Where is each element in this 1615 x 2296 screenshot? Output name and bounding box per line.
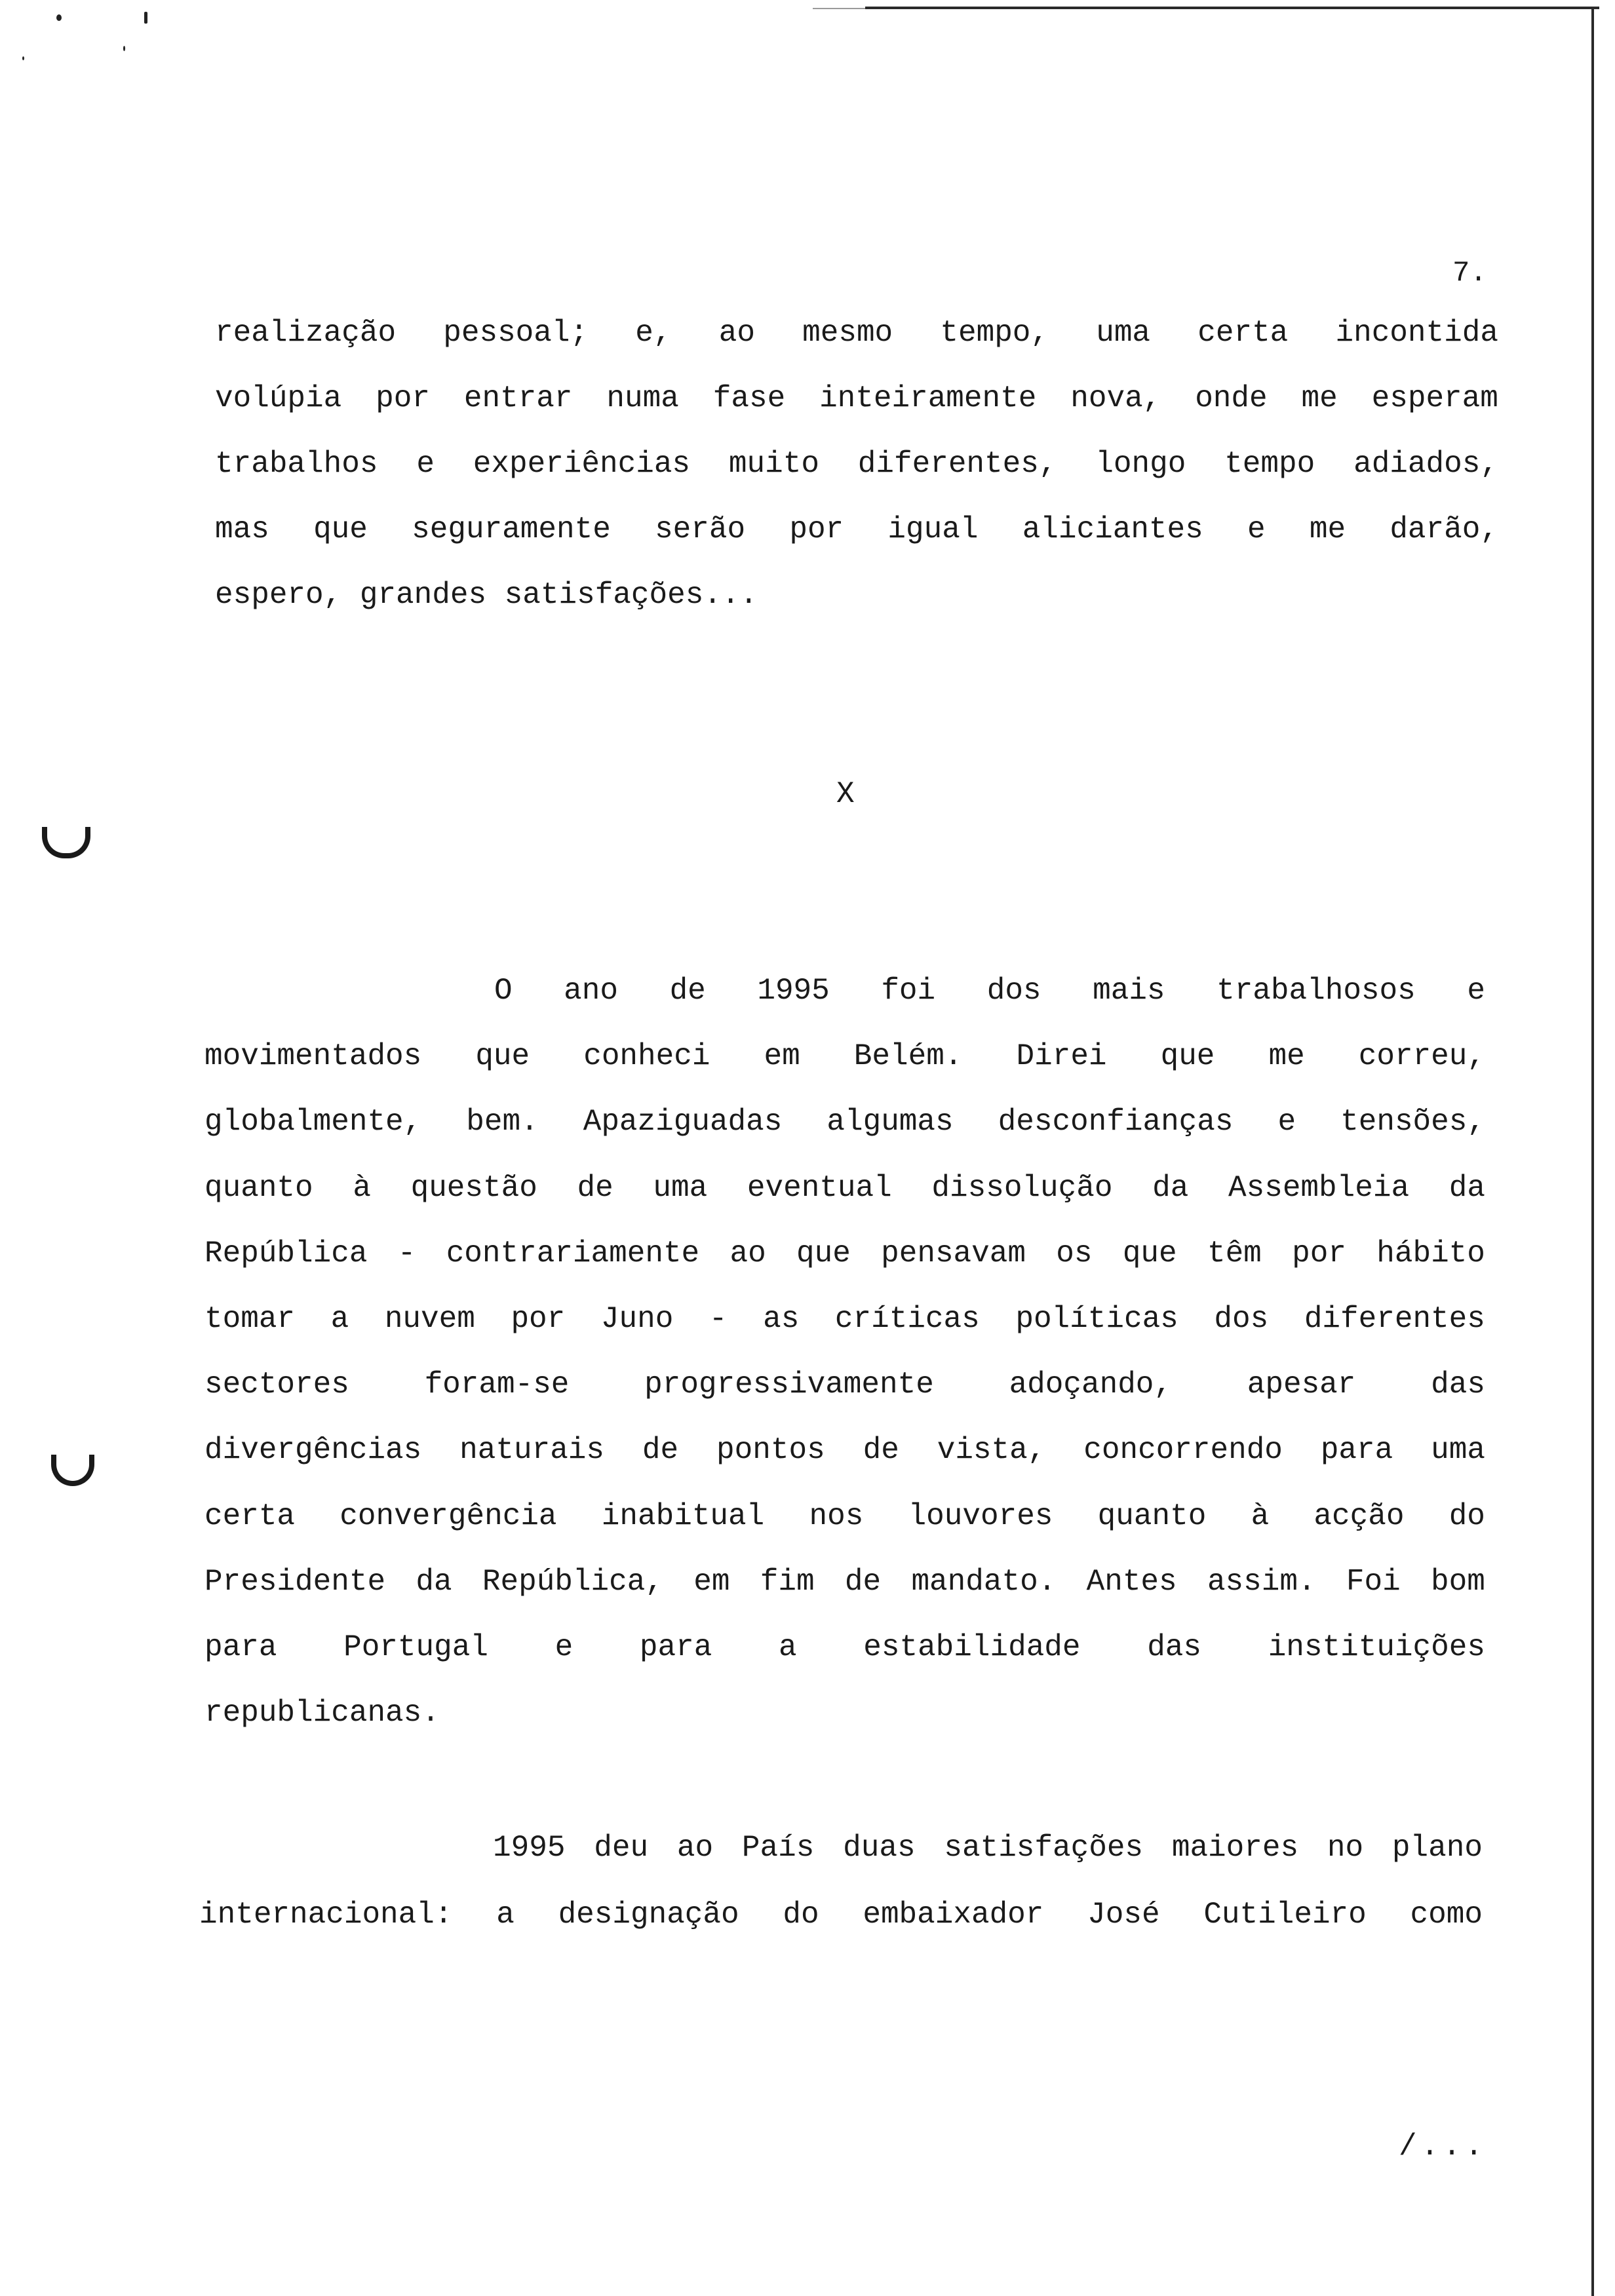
- word: convergência: [340, 1499, 557, 1533]
- word: nova,: [1070, 381, 1161, 415]
- word: internacional:: [199, 1898, 453, 1932]
- word: muito: [728, 447, 819, 481]
- word: dissolução: [931, 1171, 1113, 1205]
- word: de: [863, 1433, 899, 1467]
- word: me: [1301, 381, 1338, 415]
- text-line: [215, 444, 1498, 484]
- word: pontos: [716, 1433, 825, 1467]
- word: bem.: [466, 1105, 539, 1139]
- word: uma: [1096, 316, 1151, 350]
- text-line: [204, 1562, 1485, 1601]
- word: Foi: [1346, 1565, 1401, 1599]
- word: a: [496, 1898, 515, 1932]
- word: embaixador: [863, 1898, 1044, 1932]
- word: sectores: [204, 1368, 349, 1402]
- word: para: [639, 1630, 712, 1664]
- word: numa: [606, 381, 679, 415]
- text-line: [204, 1365, 1485, 1404]
- word: assim.: [1207, 1565, 1316, 1599]
- page-number: 7.: [1452, 257, 1487, 290]
- word: maiores: [1171, 1831, 1299, 1865]
- word: inteiramente: [819, 381, 1037, 415]
- word: que: [796, 1236, 851, 1271]
- word: de: [844, 1565, 882, 1599]
- word: -: [709, 1302, 728, 1336]
- word: seguramente: [412, 512, 611, 546]
- word: 1995: [757, 974, 830, 1008]
- word: ao: [730, 1236, 766, 1271]
- word: Antes: [1086, 1565, 1177, 1599]
- word: do: [1449, 1499, 1485, 1533]
- word: conheci: [583, 1039, 710, 1073]
- word: deu: [594, 1831, 649, 1865]
- word: que: [1160, 1039, 1215, 1073]
- word: as: [763, 1302, 800, 1336]
- word: uma: [1431, 1433, 1485, 1467]
- word: adiados,: [1353, 447, 1498, 481]
- word: ao: [718, 316, 755, 350]
- word: que: [475, 1039, 530, 1073]
- word: trabalhos: [215, 447, 378, 481]
- word: que: [1122, 1236, 1177, 1271]
- word: tempo: [1224, 447, 1315, 481]
- word: e: [1467, 974, 1485, 1008]
- text-line: [215, 575, 758, 615]
- word: inabitual: [601, 1499, 765, 1533]
- word: no: [1327, 1831, 1364, 1865]
- word: a: [330, 1302, 349, 1336]
- text-line: [204, 1102, 1485, 1141]
- text-line: [204, 1430, 1485, 1470]
- word: certa: [1197, 316, 1289, 350]
- word: da: [416, 1565, 452, 1599]
- word: O: [494, 974, 513, 1008]
- word: à: [1251, 1499, 1270, 1533]
- word: republicanas.: [204, 1696, 440, 1730]
- word: da: [1449, 1171, 1485, 1205]
- text-line: [493, 1828, 1483, 1867]
- scan-speck: [56, 14, 62, 21]
- word: por: [376, 381, 430, 415]
- word: pensavam: [881, 1236, 1026, 1271]
- word: por: [511, 1302, 566, 1336]
- word: fim: [760, 1565, 815, 1599]
- word: uma: [653, 1171, 708, 1205]
- word: esperam: [1371, 381, 1498, 415]
- scan-speck: [144, 12, 147, 24]
- word: mesmo: [802, 316, 893, 350]
- word: para: [204, 1630, 277, 1664]
- scan-top-rule: [865, 7, 1599, 9]
- word: Juno: [600, 1302, 674, 1336]
- word: naturais: [459, 1433, 605, 1467]
- scan-top-rule-faint: [813, 8, 872, 9]
- word: República,: [482, 1565, 663, 1599]
- punch-hole-mark: [42, 827, 90, 858]
- word: República: [204, 1236, 368, 1271]
- scan-speck: [22, 56, 24, 60]
- word: Presidente: [204, 1565, 386, 1599]
- word: Apaziguadas: [583, 1105, 783, 1139]
- text-line: [204, 1037, 1485, 1076]
- word: certa: [204, 1499, 296, 1533]
- word: -: [397, 1236, 416, 1271]
- word: em: [764, 1039, 800, 1073]
- word: dos: [986, 974, 1041, 1008]
- word: contrariamente: [446, 1236, 700, 1271]
- word: fase: [712, 381, 786, 415]
- word: correu,: [1358, 1039, 1485, 1073]
- word: divergências: [204, 1433, 422, 1467]
- text-line: [215, 313, 1498, 353]
- word: mas: [215, 512, 269, 546]
- punch-hole-mark: [51, 1455, 94, 1486]
- continuation-mark: /...: [1399, 2130, 1487, 2164]
- word: os: [1056, 1236, 1093, 1271]
- word: diferentes: [1304, 1302, 1485, 1336]
- scan-speck: [123, 46, 125, 51]
- word: dos: [1214, 1302, 1269, 1336]
- word: em: [693, 1565, 730, 1599]
- word: das: [1431, 1368, 1485, 1402]
- word: foram-se: [424, 1368, 570, 1402]
- word: tensões,: [1340, 1105, 1485, 1139]
- word: e: [416, 447, 435, 481]
- word: tomar: [204, 1302, 296, 1336]
- word: experiências: [473, 447, 691, 481]
- text-line: [215, 510, 1498, 549]
- word: acção: [1313, 1499, 1405, 1533]
- word: tempo,: [940, 316, 1049, 350]
- word: instituições: [1268, 1630, 1485, 1664]
- word: Cutileiro: [1203, 1898, 1367, 1932]
- word: serão: [655, 512, 746, 546]
- word: trabalhosos: [1216, 974, 1416, 1008]
- word: José: [1087, 1898, 1160, 1932]
- word: progressivamente: [644, 1368, 934, 1402]
- word: de: [642, 1433, 679, 1467]
- word: espero, grandes satisfações...: [215, 578, 758, 612]
- word: mais: [1093, 974, 1165, 1008]
- word: globalmente,: [204, 1105, 422, 1139]
- word: designação: [558, 1898, 739, 1932]
- text-line: [199, 1895, 1483, 1934]
- word: concorrendo: [1083, 1433, 1283, 1467]
- word: que: [313, 512, 368, 546]
- word: Belém.: [853, 1039, 963, 1073]
- word: Portugal: [343, 1630, 488, 1664]
- word: realização: [215, 316, 397, 350]
- word: aliciantes: [1022, 512, 1203, 546]
- word: Direi: [1016, 1039, 1107, 1073]
- word: entrar: [463, 381, 573, 415]
- word: foi: [881, 974, 936, 1008]
- word: me: [1268, 1039, 1305, 1073]
- word: Assembleia: [1228, 1171, 1410, 1205]
- word: têm: [1207, 1236, 1262, 1271]
- section-mark: X: [836, 777, 855, 811]
- word: nos: [809, 1499, 864, 1533]
- word: ano: [564, 974, 618, 1008]
- word: desconfianças: [998, 1105, 1234, 1139]
- word: e: [1277, 1105, 1296, 1139]
- word: e: [555, 1630, 574, 1664]
- word: e: [1247, 512, 1266, 546]
- word: quanto: [204, 1171, 313, 1205]
- word: de: [577, 1171, 613, 1205]
- word: políticas: [1015, 1302, 1178, 1336]
- word: 1995: [493, 1831, 566, 1865]
- word: eventual: [747, 1171, 892, 1205]
- word: duas: [843, 1831, 916, 1865]
- word: darão,: [1390, 512, 1498, 546]
- word: e,: [635, 316, 672, 350]
- word: por: [1292, 1236, 1346, 1271]
- word: para: [1320, 1433, 1393, 1467]
- word: movimentados: [204, 1039, 422, 1073]
- text-line: [494, 971, 1485, 1010]
- text-line: [204, 1628, 1485, 1667]
- text-line: [204, 1234, 1485, 1273]
- word: nuvem: [384, 1302, 475, 1336]
- word: estabilidade: [863, 1630, 1081, 1664]
- word: me: [1309, 512, 1346, 546]
- word: mandato.: [911, 1565, 1057, 1599]
- word: pessoal;: [443, 316, 589, 350]
- word: como: [1410, 1898, 1483, 1932]
- word: da: [1152, 1171, 1189, 1205]
- word: incontida: [1335, 316, 1498, 350]
- word: do: [783, 1898, 819, 1932]
- word: críticas: [834, 1302, 980, 1336]
- word: a: [778, 1630, 797, 1664]
- word: País: [741, 1831, 815, 1865]
- word: volúpia: [215, 381, 342, 415]
- word: plano: [1391, 1831, 1483, 1865]
- word: quanto: [1097, 1499, 1207, 1533]
- word: à: [353, 1171, 371, 1205]
- word: adoçando,: [1009, 1368, 1173, 1402]
- text-line: [215, 379, 1498, 418]
- word: bom: [1431, 1565, 1485, 1599]
- word: apesar: [1247, 1368, 1356, 1402]
- word: ao: [676, 1831, 714, 1865]
- word: das: [1147, 1630, 1202, 1664]
- word: questão: [410, 1171, 537, 1205]
- word: louvores: [908, 1499, 1053, 1533]
- word: igual: [887, 512, 979, 546]
- text-line: [204, 1299, 1485, 1339]
- word: longo: [1095, 447, 1186, 481]
- word: por: [789, 512, 844, 546]
- word: diferentes,: [857, 447, 1057, 481]
- word: onde: [1195, 381, 1268, 415]
- text-line: [204, 1168, 1485, 1208]
- word: hábito: [1376, 1236, 1485, 1271]
- scan-right-edge: [1591, 7, 1594, 2296]
- word: de: [669, 974, 706, 1008]
- word: satisfações: [944, 1831, 1144, 1865]
- word: algumas: [827, 1105, 954, 1139]
- text-line: [204, 1693, 440, 1732]
- word: vista,: [937, 1433, 1046, 1467]
- text-line: [204, 1497, 1485, 1536]
